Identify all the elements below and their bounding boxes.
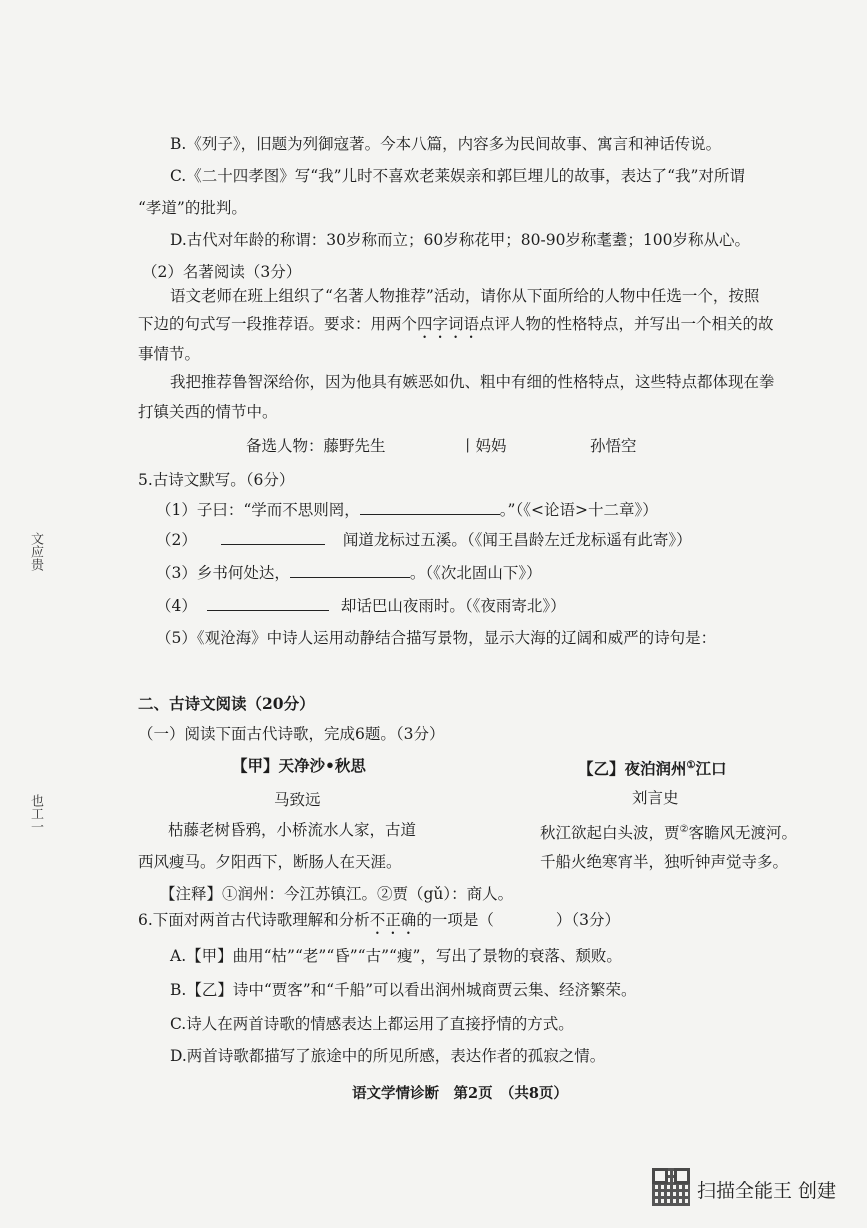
- poem-1-title: 【甲】天净沙•秋思: [232, 756, 366, 775]
- option-c-line1: C.《二十四孝图》写“我”儿时不喜欢老莱娱亲和郭巨埋儿的故事，表达了“我”对所谓: [170, 167, 745, 185]
- answer-blank: [360, 500, 500, 515]
- poem-2-line-2: 千船火绝寒宵半，独听钟声觉寺多。: [540, 853, 789, 871]
- question-6-option-a: A.【甲】曲用“枯”“老”“昏”“古”“瘦”，写出了景物的衰落、颓败。: [170, 947, 622, 965]
- example-line-2: 打镇关西的情节中。: [138, 403, 278, 421]
- poem-2-line-1: 秋江欲起白头波，贾②客瞻风无渡河。: [540, 824, 797, 843]
- question-2-paragraph-3: 事情节。: [138, 345, 201, 363]
- qr-code-icon: [652, 1168, 690, 1206]
- poem-2-title: 【乙】夜泊润州①江口: [578, 759, 727, 779]
- poem-1-line-2: 西风瘦马。夕阳西下，断肠人在天涯。: [138, 853, 402, 871]
- question-6-option-d: D.两首诗歌都描写了旅途中的所见所感，表达作者的孤寂之情。: [170, 1047, 606, 1065]
- question-2-paragraph-2: 下边的句式写一段推荐语。要求：用两个四字词语点评人物的性格特点，并写出一个相关的故: [138, 315, 774, 333]
- question-6-option-b: B.【乙】诗中“贾客”和“千船”可以看出润州城商贾云集、经济繁荣。: [170, 981, 637, 999]
- option-d: D.古代对年龄的称谓：30岁称而立；60岁称花甲；80-90岁称耄耋；100岁称从心。: [170, 231, 751, 249]
- question-6-option-c: C.诗人在两首诗歌的情感表达上都运用了直接抒情的方式。: [170, 1015, 574, 1033]
- answer-blank: [221, 530, 325, 545]
- section-2-title: 二、古诗文阅读（20分）: [138, 694, 315, 713]
- poem-notes: 【注释】①润州：今江苏镇江。②贾（gǔ）：商人。: [160, 885, 514, 903]
- answer-blank: [207, 596, 329, 611]
- question-5-item-5: （5）《观沧海》中诗人运用动静结合描写景物，显示大海的辽阔和威严的诗句是：: [156, 629, 717, 647]
- scanner-watermark: 扫描全能王 创建: [697, 1180, 837, 1202]
- question-5-item-4: （4） 却话巴山夜雨时。（《夜雨寄北》）: [156, 597, 566, 615]
- candidate-sun-wukong: 孙悟空: [590, 437, 637, 455]
- question-5-item-3: （3）乡书何处达， 。（《次北固山下》）: [156, 564, 542, 582]
- candidate-list: 备选人物：藤野先生: [246, 437, 386, 455]
- question-2-title: （2）名著阅读（3分）: [142, 263, 302, 281]
- example-line-1: 我把推荐鲁智深给你，因为他具有嫉恶如仇、粗中有细的性格特点，这些特点都体现在拳: [170, 373, 775, 391]
- emphasized-words: 不正确: [369, 911, 417, 929]
- option-b: B.《列子》，旧题为列御寇著。今本八篇，内容多为民间故事、寓言和神话传说。: [170, 135, 722, 153]
- poem-2-author: 刘言史: [632, 789, 679, 807]
- margin-marks-top: 文应贵: [28, 532, 43, 571]
- page-footer: 语文学情诊断 第2页 （共8页）: [352, 1085, 568, 1102]
- question-5-item-2: （2） 闻道龙标过五溪。（《闻王昌龄左迁龙标遥有此寄》）: [156, 531, 692, 549]
- poem-1-line-1: 枯藤老树昏鸦，小桥流水人家，古道: [168, 821, 417, 839]
- question-5-title: 5.古诗文默写。（6分）: [138, 471, 295, 489]
- question-5-item-1: （1）子曰：“学而不思则罔， 。”（《<论语>十二章》）: [156, 501, 658, 519]
- section-2-subtitle: （一）阅读下面古代诗歌，完成6题。（3分）: [138, 725, 445, 743]
- margin-marks-bottom: 也工一: [28, 794, 43, 833]
- answer-blank: [290, 563, 410, 578]
- question-6-stem: 6.下面对两首古代诗歌理解和分析不正确的一项是（ ）（3分）: [138, 911, 620, 929]
- emphasized-words: 四字词语: [417, 315, 480, 333]
- option-c-line2: “孝道”的批判。: [138, 199, 247, 217]
- candidate-mother: 丨妈妈: [460, 437, 507, 455]
- poem-1-author: 马致远: [274, 791, 321, 809]
- question-2-paragraph-1: 语文老师在班上组织了“名著人物推荐”活动，请你从下面所给的人物中任选一个，按照: [170, 287, 760, 305]
